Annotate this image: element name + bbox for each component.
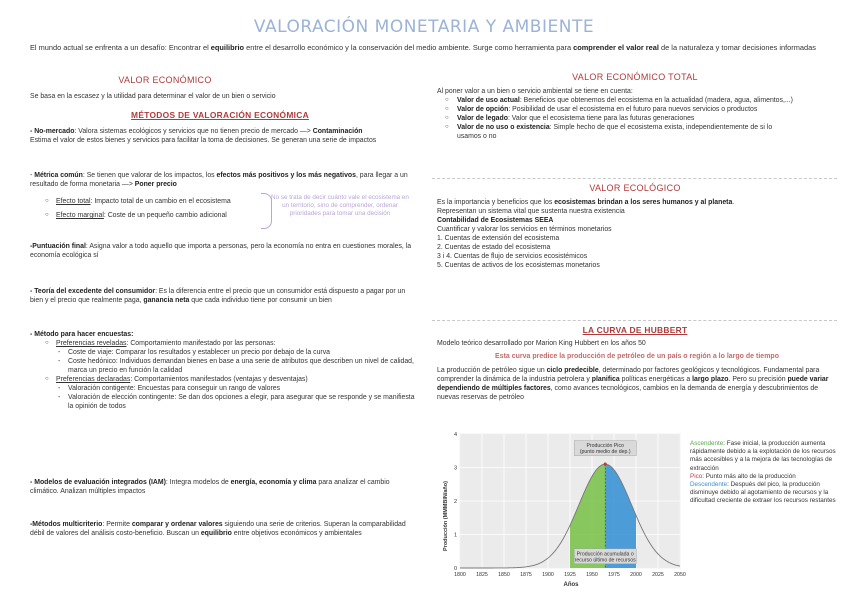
peak-annotation-text: (punto medio de dep.) [579,449,631,456]
y-tick-label: 0 [453,566,457,572]
x-axis-label: Años [563,582,579,588]
metrica-items [42,198,267,221]
y-axis-label: Producción (MMMBIN/año) [443,481,449,551]
valor-total-block: Al poner valor a un bien o servicio ambiental se tiene en cuenta: ○ Valor de uso actual: Beneficios que obtenemos del ecosistema en la actualidad (madera, agua, alimentos,...) ○ Valor de opción: Posibilidad de usar el ecosistema en el futuro para nuevos servicios o productos ○ Valor de legado: Valor que el ecosistema tiene para las futuras generaciones ○ Valor de no uso o existencia: Simple hecho de que el ecosistema exista, independientemente de si lo usamos o no [437,88,837,142]
x-tick-label: 1900 [542,572,554,578]
hubbert-paragraph: La producción de petróleo sigue un ciclo predecible, determinado por factores geológicos y tecnológicos. Fundamental para comprender la dinámica de la industria petrolera y planifica políticas energéticas a largo plazo. Pero su precisión puede variar dependiendo de múltiples factores, como avances tecnológicos, cambios en la demanda de energía y descubrimientos de nuevas reservas de petróleo [437,367,829,401]
iam-block: - Modelos de evaluación integrados (IAM): Integra modelos de energía, economía y clima para analizar el cambio climático. Analizan múltiples impactos [30,479,390,495]
y-tick-label: 3 [453,465,457,472]
hubbert-heading: LA CURVA DE HUBBERT [582,325,688,335]
x-tick-label: 1975 [608,572,620,578]
y-tick-label: 2 [453,499,457,505]
x-tick-label: 1925 [564,572,576,578]
list-item: ○ Preferencias reveladas: Comportamiento manifestado por las personas: [42,340,415,349]
list-item: ○ Efecto total: Impacto total de un cambio en el ecosistema [42,198,267,207]
side-note: No se trata de decir cuánto vale el ecosistema en un territorio, sino de comprender, ordenar prioridades para tomar una decisión [271,194,409,218]
x-tick-label: 2000 [630,572,642,578]
list-item: 1. Cuentas de extensión del ecosistema [437,234,560,242]
valor-economico-heading: VALOR ECONÓMICO [118,75,212,85]
list-item: 3 i 4. Cuentas de flujo de servicios ecosistémicos [437,252,588,260]
hubbert-subtitle: Esta curva predice la producción de petróleo de un país o región a lo largo de tiempo [495,353,779,360]
metodos-heading: MÉTODOS DE VALORACIÓN ECONÓMICA [131,110,309,120]
hubbert-intro: Modelo teórico desarrollado por Marion King Hubbert en los años 50 [437,340,646,347]
list-item: 5. Cuentas de activos de los ecosistemas monetarios [437,261,600,269]
x-tick-label: 1850 [498,572,510,578]
metrica-comun-block: - Métrica común: Se tienen que valorar de los impactos, los efectos más positivos y los más negativos, para llegar a un resultado de forma monetaria —> Poner precio [30,172,408,188]
x-tick-label: 1800 [454,572,466,578]
list-item: ○ Valor de legado: Valor que el ecosistema tiene para las futuras generaciones [437,115,837,124]
list-item: - Coste de viaje: Comparar los resultados y establecer un precio por debajo de la curva [56,349,415,358]
peak-annotation-text: Producción Pico [586,443,624,450]
x-tick-label: 1825 [476,572,488,578]
legend-ascendente: Ascendente: Fase inicial, la producción aumenta rápidamente debido a la explotación de los recursos más accesibles y a la mejora de las tecnologías de extracción [690,440,836,472]
page-title: VALORACIÓN MONETARIA Y AMBIENTE [253,17,595,37]
hubbert-chart [438,428,686,590]
divider [432,320,837,321]
legend-pico: Pico: Punto más alto de la producción [690,472,796,480]
valor-total-heading: VALOR ECONÓMICO TOTAL [572,72,698,82]
encuestas-block: - Método para hacer encuestas: ○ Preferencias reveladas: Comportamiento manifestado por las personas: - Coste de viaje: Comparar los resultados y establecer un precio por debajo de la curva - Coste hedónico: Individuos demandan bienes en base a una serie de atributos que describen un nivel de calidad, marca un precio en función la calidad ○ Preferencias declaradas: Comportamientos manifestados (ventajas y desventajas) - Valoración contigente: Encuestas para conseguir un rango de valores - Valoración de elección contingente: Se dan dos opciones a elegir, para asegurar que se responde y se manifiesta la opinión de todos [30,331,415,412]
area-annotation-text: recurso último de recursos [574,557,636,564]
list-item: 2. Cuentas de estado del ecosistema [437,243,551,251]
y-tick-label: 1 [453,532,457,539]
peak-marker [604,463,607,466]
list-item: - Valoración contigente: Encuestas para conseguir un rango de valores [56,385,415,394]
y-tick-label: 4 [453,432,457,438]
intro-paragraph: El mundo actual se enfrenta a un desafío: Encontrar el equilibrio entre el desarrollo económico y la conservación del medio ambiente. Surge como herramienta para comprender el valor real de la naturaleza y tomar decisiones informadas [30,43,816,52]
valor-ecologico-heading: VALOR ECOLÓGICO [589,183,681,193]
multicriterio-block: -Métodos multicriterio: Permite comparar y ordenar valores siguiendo una serie de criterios. Superan la comparabilidad débil de valores del análisis costo-beneficio. Buscan un equilibrio entre objetivos económicos y ambientales [30,521,406,537]
valor-ecologico-block: Es la importancia y beneficios que los ecosistemas brindan a los seres humanos y al planeta. Representan un sistema vital que sustenta nuestra existencia Contabilidad de Ecosistemas SEEA Cuantificar y valorar los servicios en términos monetarios 1. Cuentas de extensión del ecosistema 2. Cuentas de estado del ecosistema 3 i 4. Cuentas de flujo de servicios ecosistémicos 5. Cuentas de activos de los ecosistemas monetarios [437,199,837,271]
list-item: ○ Efecto marginal: Coste de un pequeño cambio adicional [42,212,267,221]
x-tick-label: 2025 [652,572,664,578]
list-item: - Coste hedónico: Individuos demandan bienes en base a una serie de atributos que describen un nivel de calidad, marca un precio en función la calidad [56,358,415,376]
x-tick-label: 1950 [586,572,598,578]
list-item: - Valoración de elección contingente: Se dan dos opciones a elegir, para asegurar que se responde y se manifiesta la opinión de todos [56,394,415,412]
excedente-block: - Teoría del excedente del consumidor: Es la diferencia entre el precio que un consumidor está dispuesto a pagar por un bien y el precio que realmente paga, ganancia neta que cada individuo tiene por consumir un bien [30,288,406,304]
area-annotation-text: Producción acumulada o [576,551,634,558]
hubbert-legend [690,440,840,505]
list-item: ○ Valor de uso actual: Beneficios que obtenemos del ecosistema en la actualidad (madera, agua, alimentos,...) [437,97,837,106]
divider [432,178,837,179]
valor-economico-text: Se basa en la escasez y la utilidad para determinar el valor de un bien o servicio [30,93,276,100]
list-item: ○ Valor de no uso o existencia: Simple hecho de que el ecosistema exista, independientemente de si lo usamos o no [437,124,837,142]
x-tick-label: 1875 [520,572,532,578]
puntuacion-final-block: -Puntuación final: Asigna valor a todo aquello que importa a personas, pero la economía no entra en cuestiones morales, la economía ecológica sí [30,243,412,259]
legend-descendente: Descendente: Después del pico, la producción disminuye debido al agotamiento de recursos y la dificultad creciente de extraer los recursos restantes [690,480,836,505]
x-tick-label: 2050 [674,572,686,578]
no-mercado-block: - No-mercado: Valora sistemas ecológicos y servicios que no tienen precio de mercado —> Contaminación Estima el valor de estos bienes y servicios para facilitar la toma de decisiones. Se generan una serie de impactos [30,128,377,144]
list-item: ○ Valor de opción: Posibilidad de usar el ecosistema en el futuro para nuevos servicios o productos [437,106,837,115]
list-item: ○ Preferencias declaradas: Comportamientos manifestados (ventajas y desventajas) [42,376,415,385]
